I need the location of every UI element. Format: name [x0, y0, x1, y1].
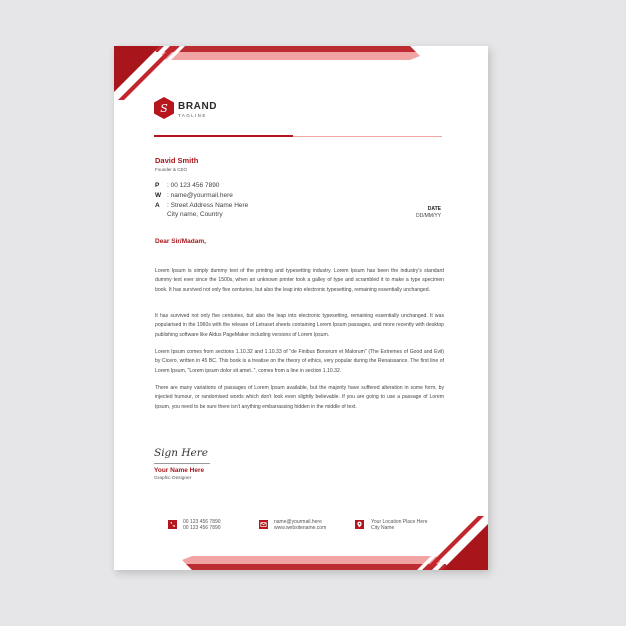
brand-tagline: TAGLINE	[178, 113, 207, 118]
header-divider	[154, 135, 442, 137]
brand-logo-icon	[154, 97, 174, 119]
signature-name: Your Name Here	[154, 467, 205, 474]
contact-address: A : Street Address Name Here	[155, 202, 249, 209]
brand-name: BRAND	[178, 101, 218, 112]
contact-web: W : name@yourmail.here	[155, 192, 233, 199]
contact-phone: P : 00 123 456 7890	[155, 182, 220, 189]
location-icon	[355, 520, 364, 529]
letterhead-sheet	[114, 46, 488, 570]
sender-role: Founder & CEO	[155, 167, 188, 172]
signature-role: Graphic Designer	[154, 476, 192, 481]
svg-text:S: S	[160, 102, 168, 115]
body-paragraph: It has survived not only five centuries, but also the leap into electronic typesetting, remaining essentially unchanged. It was popularised in the 1960s with the release of Letraset sheets containing Lorem Ipsum passages, and more recently with desktop publishing software like Aldus PageMaker including versions of Lorem Ipsum.	[155, 313, 444, 338]
body-paragraph: There are many variations of passages of Lorem Ipsum available, but the majority have suffered alteration in some form, by injected humour, or randomised words which don't look even slightly believable. If you are going to use a passage of Lorem Ipsum, you need to be sure there isn't anything embarrassing hidden in the middle of text.	[155, 385, 444, 410]
footer-address: Your Location Place Here City Name	[371, 519, 428, 532]
corner-decoration	[114, 46, 488, 570]
date-value: DD/MM/YY	[416, 213, 441, 219]
footer-web: name@yourmail.here www.websitename.com	[274, 519, 327, 532]
mail-icon	[259, 520, 268, 529]
date-label: DATE	[427, 206, 441, 212]
signature-line	[154, 463, 210, 464]
body-paragraph: Lorem Ipsum comes from sections 1.10.32 and 1.10.33 of "de Finibus Bonorum et Malorum" (The Extremes of Good and Evil) by Cicero, written in 45 BC. This book is a treatise on the theory of ethics, very popular during the Renaissance. The first line of Lorem Ipsum, "Lorem ipsum dolor sit amet..", comes from a line in section 1.10.32.	[155, 349, 444, 374]
phone-icon	[168, 520, 177, 529]
signature-script: Sign Here	[154, 447, 208, 459]
footer-phone: 00 123 456 7890 00 123 456 7890	[183, 519, 221, 532]
contact-address-city: City name, Country	[167, 211, 223, 218]
body-paragraph: Lorem Ipsum is simply dummy text of the printing and typesetting industry. Lorem Ipsum has been the industry's standard dummy text ever since the 1500s, when an unknown printer took a galley of type and scrambled it to make a type specimen book. It has survived not only five centuries, but also the leap into electronic typesetting, remaining essentially unchanged.	[155, 268, 444, 293]
sender-name: David Smith	[155, 156, 199, 165]
salutation: Dear Sir/Madam,	[155, 238, 206, 245]
